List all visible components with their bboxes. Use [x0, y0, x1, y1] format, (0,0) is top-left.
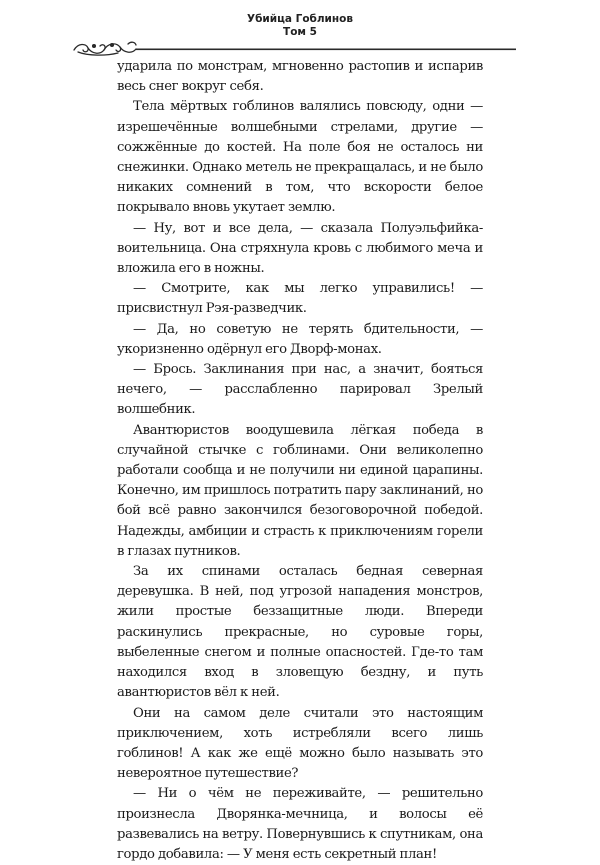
volume-label: Том 5	[283, 26, 317, 38]
paragraph: — Да, но советую не терять бдительности, — укоризненно одёрнул его Дворф-монах.	[117, 321, 483, 357]
paragraph: — Смотрите, как мы легко управились! — присвистнул Рэя-разведчик.	[117, 281, 483, 317]
paragraph: ударила по монстрам, мгновенно растопив и испарив весь снег вокруг себя.	[117, 59, 483, 95]
paragraph: Тела мёртвых гоблинов валялись повсюду, одни — изрешечённые волшебными стрелами, другие — сожжённые до костей. На поле боя не осталось ни снежинки. Однако метель не прекращалась, и не было никаких сомнений в том, что вскорости белое покрывало вновь укутает землю.	[117, 99, 483, 216]
paragraph: Авантюристов воодушевила лёгкая победа в случайной стычке с гоблинами. Они великолепно работали сообща и не получили ни единой царапины. Конечно, им пришлось потратить пару заклинаний, но бой всё равно закончился безоговорочной победой. Надежды, амбиции и страсть к приключениям горели в глазах путников.	[117, 422, 483, 559]
running-head	[0, 13, 600, 39]
body-text	[117, 57, 483, 865]
paragraph: — Ни о чём не переживайте, — решительно произнесла Дворянка-мечница, и волосы её развевались на ветру. Повернувшись к спутникам, она гордо добавила: — У меня есть секретный план!	[117, 786, 483, 862]
paragraph: — Брось. Заклинания при нас, а значит, бояться нечего, — расслабленно парировал Зрелый волшебник.	[117, 362, 483, 418]
paragraph: За их спинами осталась бедная северная деревушка. В ней, под угрозой нападения монстров, жили простые беззащитные люди. Впереди раскинулись прекрасные, но суровые горы, выбеленные снегом и полные опасностей. Где-то там находился вход в зловещую бездну, и путь авантюристов вёл к ней.	[117, 564, 483, 701]
paragraph: Они на самом деле считали это настоящим приключением, хоть истребляли всего лишь гоблинов! А как же ещё можно было называть это невероятное путешествие?	[117, 705, 483, 782]
paragraph: — Ну, вот и все дела, — сказала Полуэльфийка-воительница. Она стряхнула кровь с любимого меча и вложила его в ножны.	[117, 220, 483, 277]
book-title: Убийца Гоблинов	[246, 13, 354, 25]
